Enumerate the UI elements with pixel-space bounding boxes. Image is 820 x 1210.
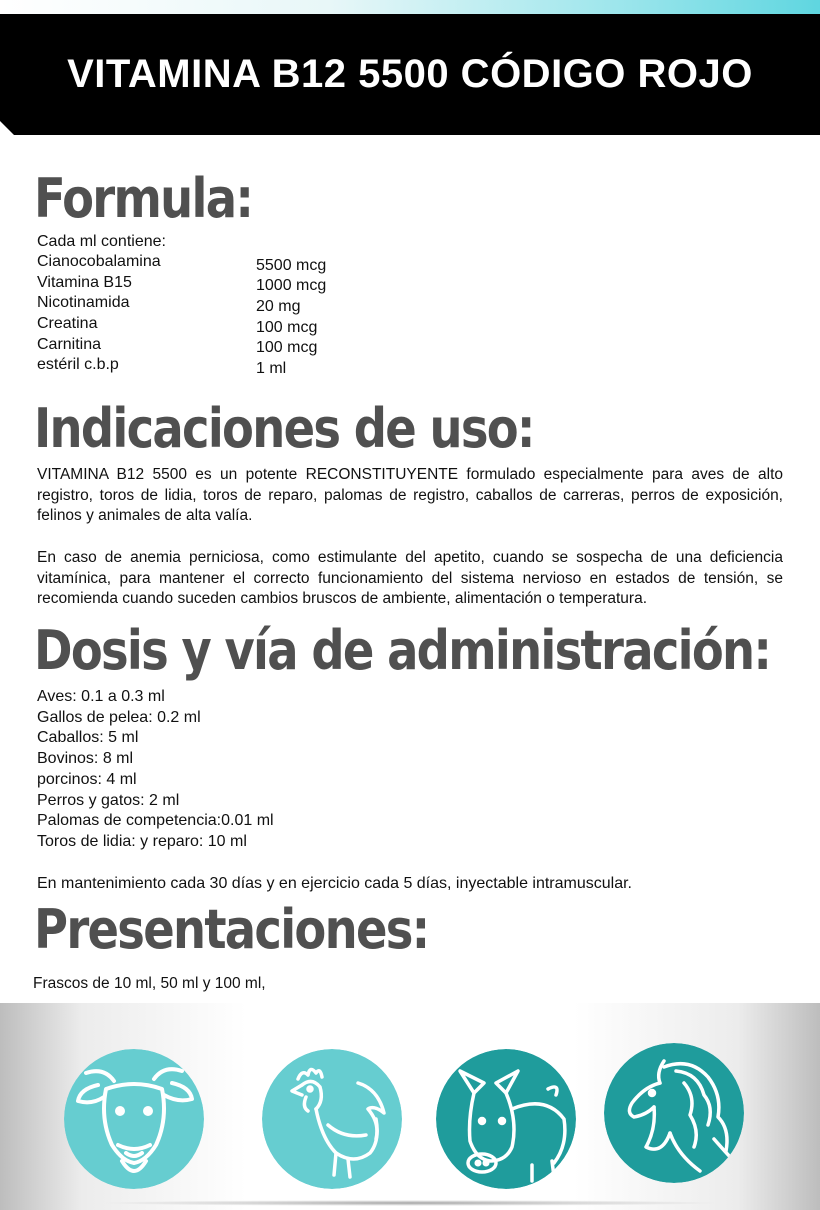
ingredient-name: Nicotinamida	[37, 294, 130, 311]
dosis-item: Toros de lidia: y reparo: 10 ml	[37, 832, 247, 850]
indicaciones-paragraph: En caso de anemia perniciosa, como estimulante del apetito, cuando se sospecha de una deficiencia vitamínica, para mantener el correcto funcionamiento del sistema nervioso en estados de tensión, se recomienda cuando suceden cambios bruscos de ambiente, alimentación o temperatura.	[37, 549, 783, 607]
ingredient-name: Carnitina	[37, 336, 102, 353]
dosis-item: Caballos: 5 ml	[37, 729, 139, 747]
pig-icon	[436, 1049, 576, 1189]
presentaciones-text: Frascos de 10 ml, 50 ml y 100 ml,	[33, 975, 266, 992]
dosis-item: Aves: 0.1 a 0.3 ml	[37, 688, 165, 705]
dosis-list	[37, 687, 274, 853]
ingredient-name: Creatina	[37, 315, 98, 332]
dosis-item: Perros y gatos: 2 ml	[37, 791, 180, 809]
ingredient-amount: 1000 mcg	[256, 277, 327, 294]
indicaciones-paragraph: VITAMINA B12 5500 es un potente RECONSTITUYENTE formulado especialmente para aves de alto registro, toros de lidia, toros de reparo, palomas de registro, caballos de carreras, perros de exposición, felinos y animales de alta valía.	[37, 466, 783, 524]
ingredient-amount: 100 mcg	[256, 319, 318, 336]
formula-intro: Cada ml contiene:	[37, 233, 166, 250]
rooster-icon	[262, 1049, 402, 1189]
formula-heading: Formula:	[34, 167, 253, 230]
ingredient-amount: 1 ml	[256, 360, 287, 377]
dosis-item: Bovinos: 8 ml	[37, 750, 134, 768]
cow-icon	[64, 1049, 204, 1189]
dosis-item: porcinos: 4 ml	[37, 770, 137, 788]
ingredient-amount: 5500 mcg	[256, 257, 327, 274]
ingredient-name: estéril c.b.p	[37, 356, 119, 373]
ingredient-name: Vitamina B15	[37, 274, 132, 291]
ingredient-name: Cianocobalamina	[37, 253, 161, 270]
dosis-item: Gallos de pelea: 0.2 ml	[37, 708, 201, 726]
top-accent-bar	[0, 0, 820, 14]
footer-shadow	[100, 1200, 720, 1206]
ingredient-amount: 20 mg	[256, 298, 301, 315]
presentaciones-heading: Presentaciones:	[34, 898, 429, 961]
dosis-item: Palomas de competencia:0.01 ml	[37, 812, 274, 830]
horse-icon	[604, 1043, 744, 1183]
dosis-heading: Dosis y vía de administración:	[34, 619, 771, 682]
ingredient-amount: 100 mcg	[256, 339, 318, 356]
dosis-note: En mantenimiento cada 30 días y en ejercicio cada 5 días, inyectable intramuscular.	[37, 875, 632, 892]
page-title: VITAMINA B12 5500 CÓDIGO ROJO	[67, 52, 753, 96]
indicaciones-heading: Indicaciones de uso:	[34, 397, 534, 460]
